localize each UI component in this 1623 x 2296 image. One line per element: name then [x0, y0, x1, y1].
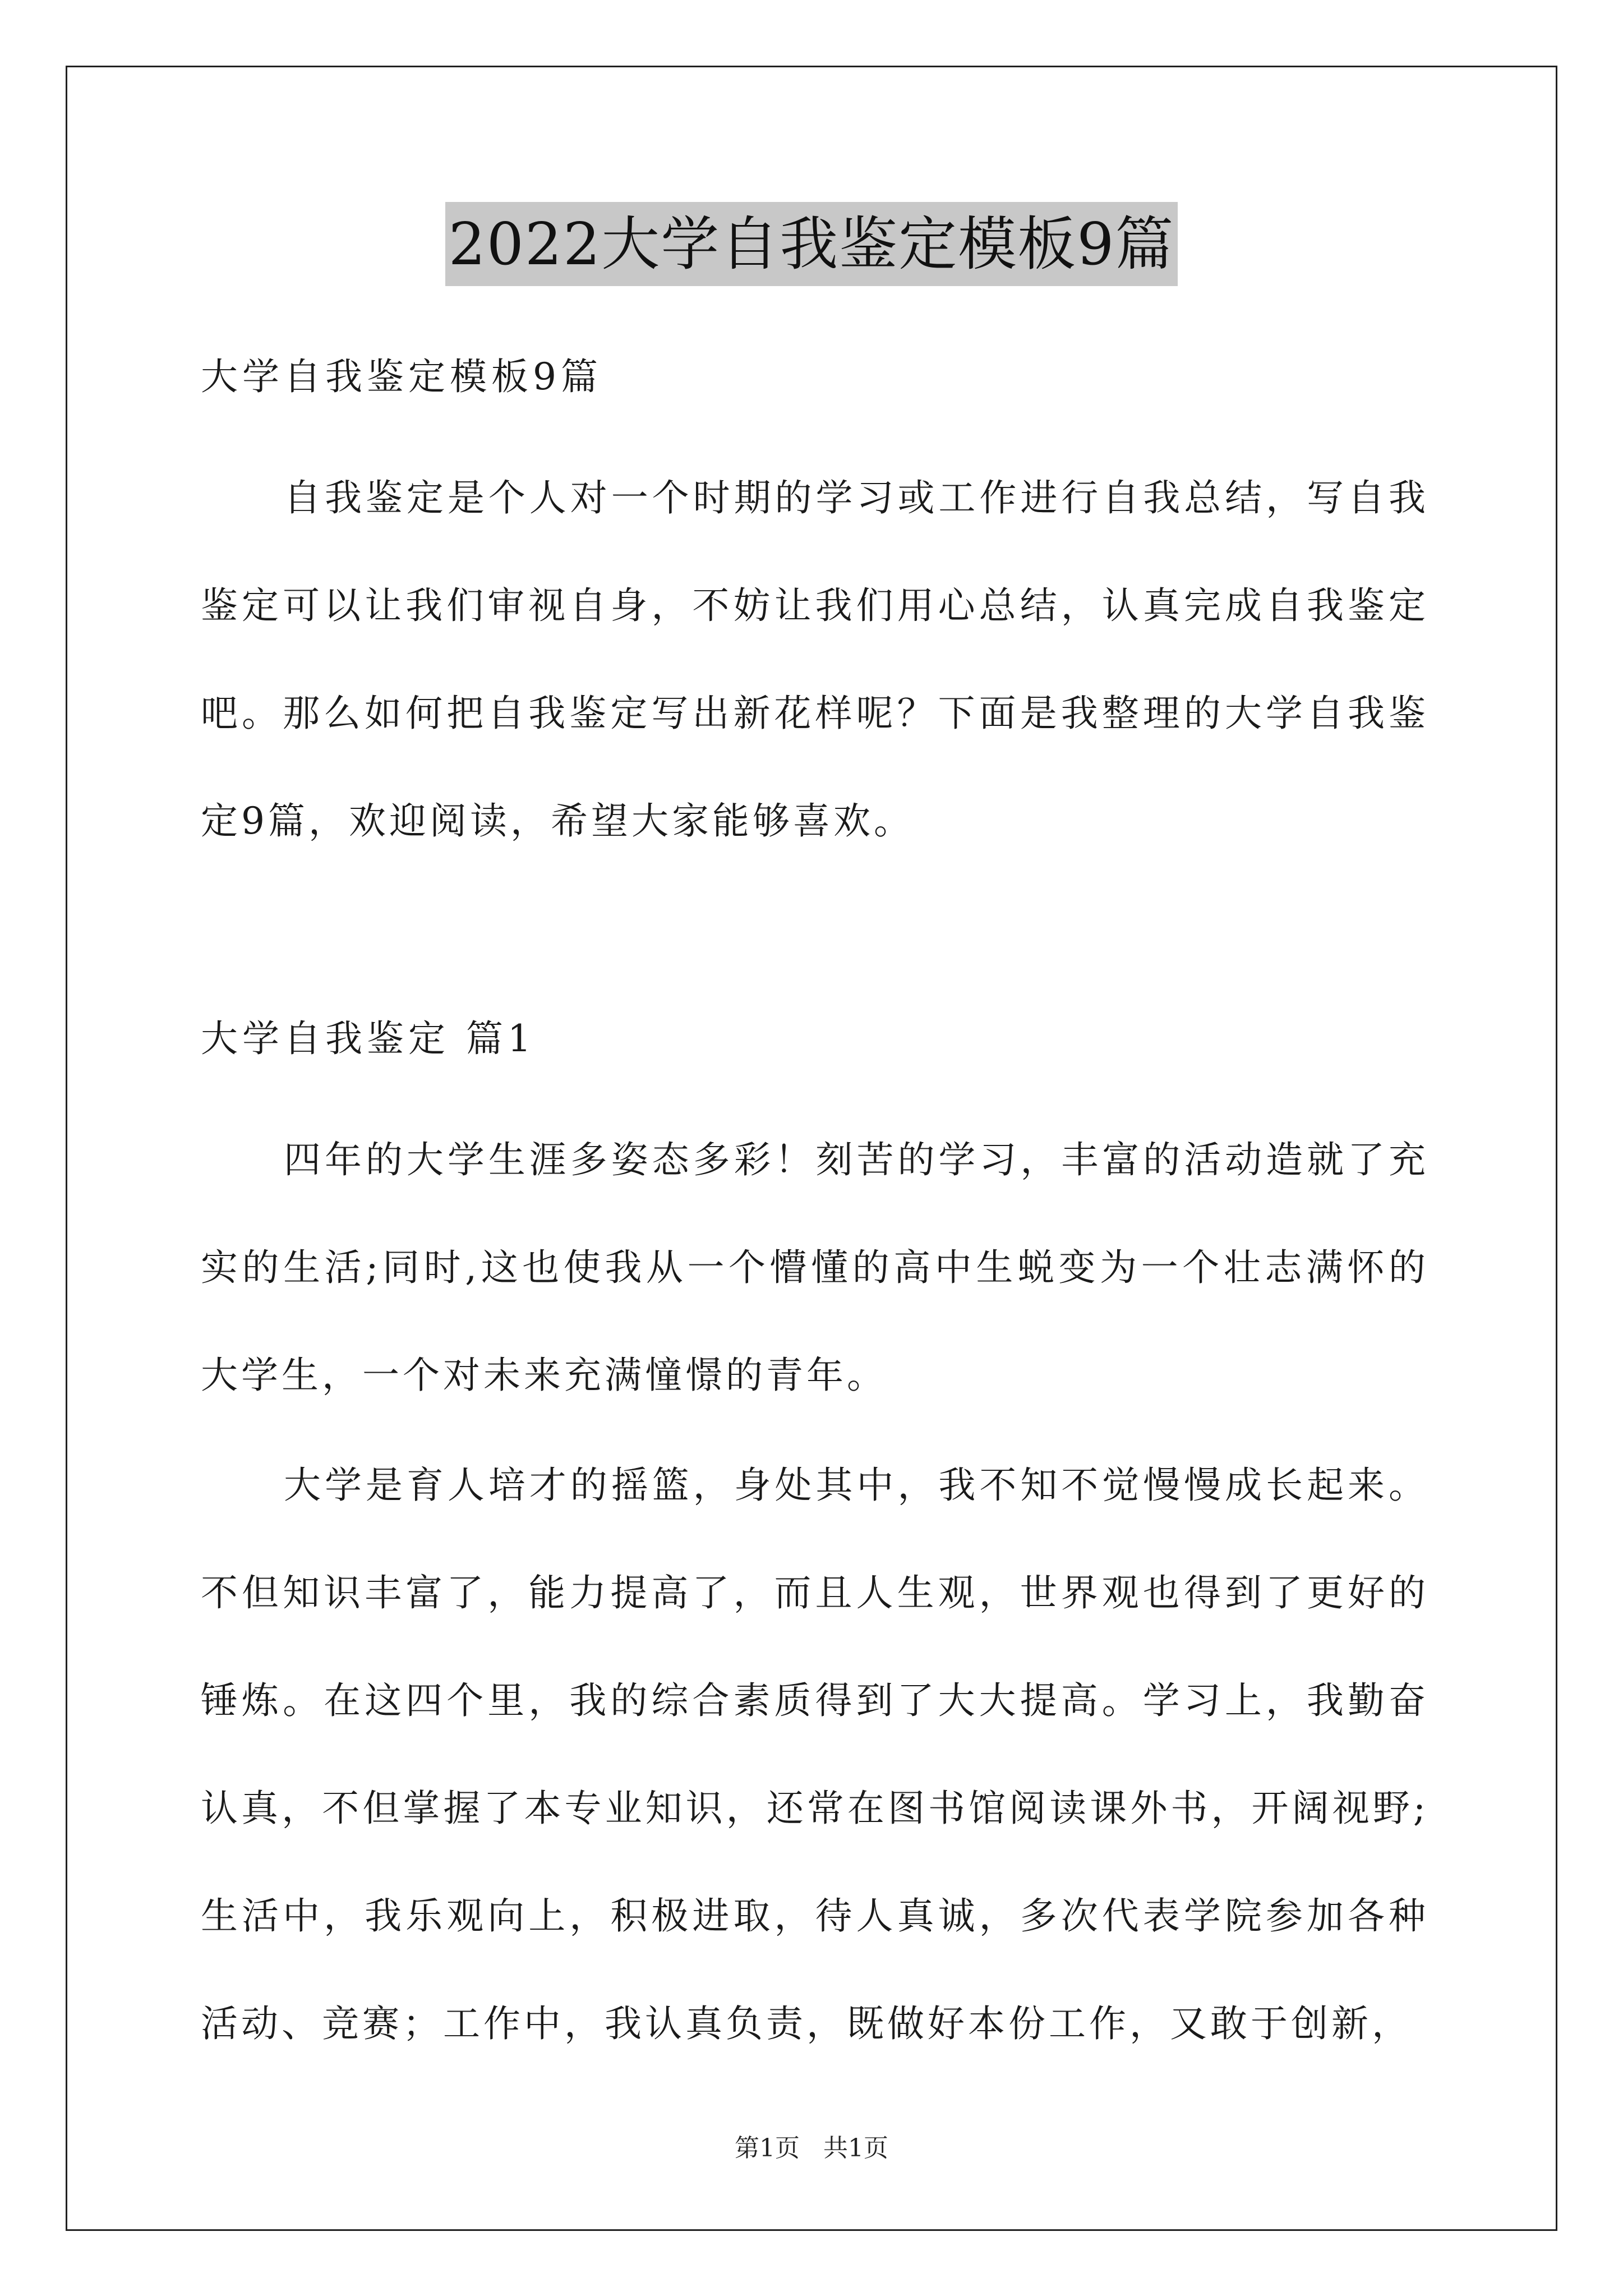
spacer — [201, 412, 1429, 444]
page-footer — [0, 2132, 1623, 2165]
document-subtitle: 大学自我鉴定模板9篇 — [201, 355, 602, 398]
page-number: 第1页 — [735, 2134, 800, 2162]
spacer — [201, 1074, 1429, 1106]
body-paragraph: 四年的大学生涯多姿态多彩！刻苦的学习，丰富的活动造就了充实的生活;同时,这也使我从一个懵懂的高中生蜕变为一个壮志满怀的大学生，一个对未来充满憧憬的青年。 — [201, 1138, 1429, 1397]
title-container — [0, 202, 1623, 286]
spacer — [201, 875, 1429, 1004]
page-total: 共1页 — [823, 2134, 888, 2162]
document-title: 2022大学自我鉴定模板9篇 — [445, 202, 1178, 286]
intro-paragraph: 自我鉴定是个人对一个时期的学习或工作进行自我总结，写自我鉴定可以让我们审视自身，不妨让我们用心总结，认真完成自我鉴定吧。那么如何把自我鉴定写出新花样呢？下面是我整理的大学自我鉴定9篇，欢迎阅读，希望大家能够喜欢。 — [201, 476, 1429, 843]
document-body — [201, 342, 1429, 2078]
section-heading: 大学自我鉴定 篇1 — [201, 1017, 536, 1060]
body-paragraph: 大学是育人培才的摇篮，身处其中，我不知不觉慢慢成长起来。不但知识丰富了，能力提高了，而且人生观，世界观也得到了更好的锤炼。在这四个里，我的综合素质得到了大大提高。学习上，我勤奋认真，不但掌握了本专业知识，还常在图书馆阅读课外书，开阔视野;生活中，我乐观向上，积极进取，待人真诚，多次代表学院参加各种活动、竞赛；工作中，我认真负责，既做好本份工作，又敢于创新， — [201, 1464, 1429, 2045]
